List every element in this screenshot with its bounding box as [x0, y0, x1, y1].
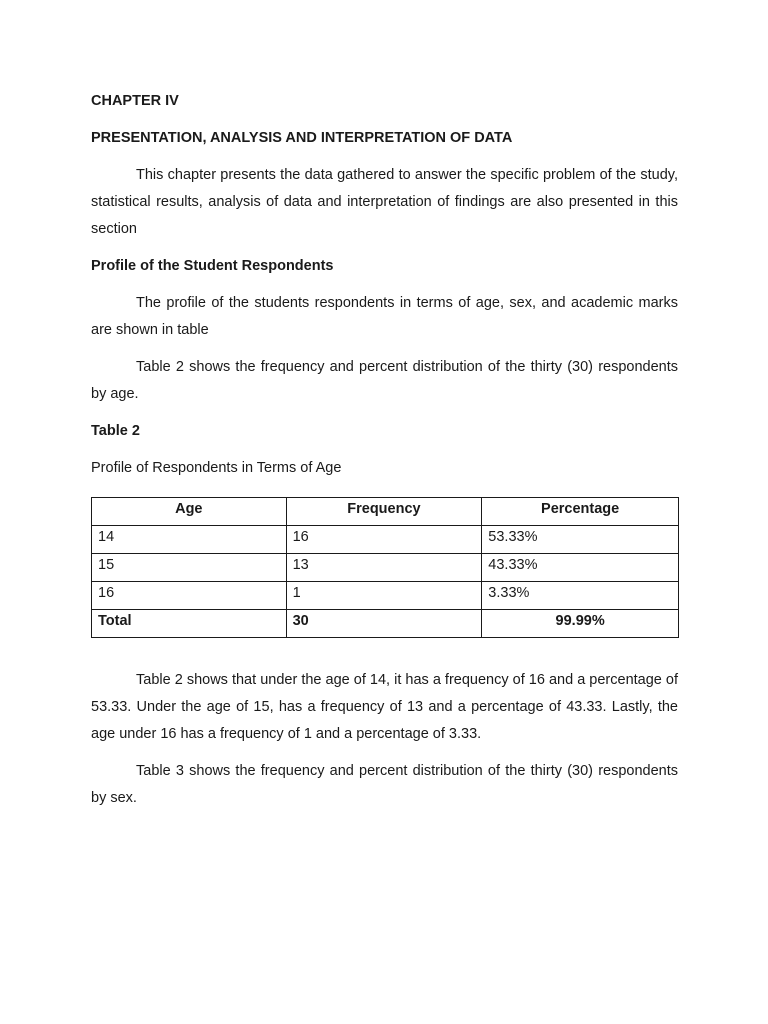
table3-intro-paragraph: Table 3 shows the frequency and percent distribution of the thirty (30) respondents by sex.: [91, 763, 678, 806]
total-frequency: 30: [286, 610, 482, 638]
total-label: Total: [92, 610, 287, 638]
section-heading: Profile of the Student Respondents: [91, 258, 334, 274]
table-label: Table 2: [91, 423, 140, 439]
cell-frequency: 13: [286, 554, 482, 582]
cell-frequency: 16: [286, 526, 482, 554]
header-frequency: Frequency: [286, 498, 482, 526]
cell-percentage: 53.33%: [482, 526, 679, 554]
age-profile-table: [91, 497, 679, 638]
chapter-title: PRESENTATION, ANALYSIS AND INTERPRETATION OF DATA: [91, 130, 513, 146]
table-row: [92, 582, 679, 610]
table-row: [92, 526, 679, 554]
profile-paragraph: The profile of the students respondents in terms of age, sex, and academic marks are shown in table: [91, 295, 678, 338]
cell-percentage: 3.33%: [482, 582, 679, 610]
cell-age: 14: [92, 526, 287, 554]
cell-age: 15: [92, 554, 287, 582]
table-total-row: [92, 610, 679, 638]
intro-paragraph: This chapter presents the data gathered to answer the specific problem of the study, statistical results, analysis of data and interpretation of findings are also presented in this section: [91, 167, 678, 237]
chapter-label: CHAPTER IV: [91, 93, 179, 109]
table-caption: Profile of Respondents in Terms of Age: [91, 460, 342, 476]
cell-age: 16: [92, 582, 287, 610]
cell-frequency: 1: [286, 582, 482, 610]
table-row: [92, 554, 679, 582]
table-header-row: [92, 498, 679, 526]
total-percentage: 99.99%: [482, 610, 679, 638]
header-percentage: Percentage: [482, 498, 679, 526]
header-age: Age: [92, 498, 287, 526]
cell-percentage: 43.33%: [482, 554, 679, 582]
table2-intro-paragraph: Table 2 shows the frequency and percent distribution of the thirty (30) respondents by age.: [91, 359, 678, 402]
analysis-paragraph: Table 2 shows that under the age of 14, it has a frequency of 16 and a percentage of 53.33. Under the age of 15, has a frequency of 13 and a percentage of 43.33. Lastly, the age under 16 has a frequency of 1 and a percentage of 3.33.: [91, 672, 678, 742]
